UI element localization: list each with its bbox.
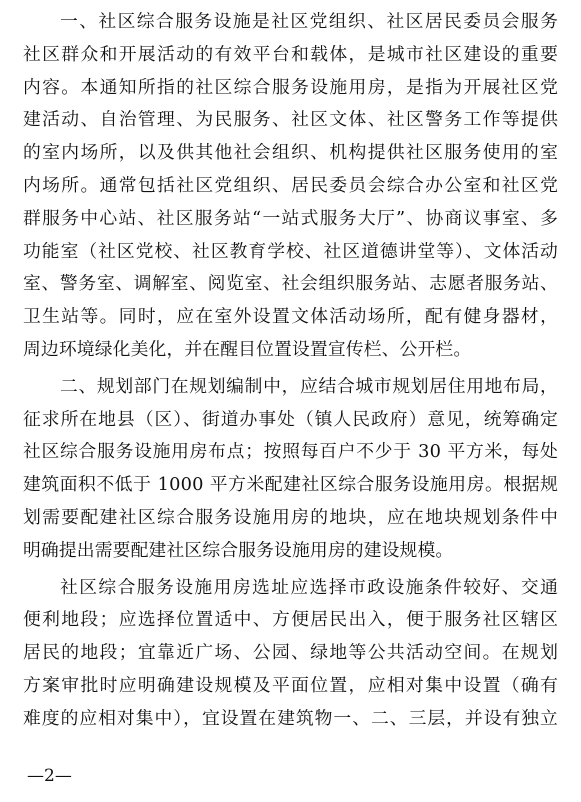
text-line: 社区综合服务设施用房布点；按照每百户不少于 30 平方米，每处 — [23, 441, 558, 463]
text-line: 征求所在地县（区）、街道办事处（镇人民政府）意见，统筹确定 — [23, 408, 558, 430]
text-line: 便利地段；应选择位置适中、方便居民出入，便于服务社区辖区 — [23, 609, 558, 631]
text-line: 群服务中心站、社区服务站“一站式服务大厅”、协商议事室、多 — [23, 207, 558, 229]
text-line: 建筑面积不低于 1000 平方米配建社区综合服务设施用房。根据规 — [23, 474, 558, 496]
text-line: 内容。本通知所指的社区综合服务设施用房，是指为开展社区党 — [23, 76, 558, 98]
paragraph-3 — [23, 572, 558, 736]
text-line: 内场所。通常包括社区党组织、居民委员会综合办公室和社区党 — [23, 174, 558, 196]
text-line: 难度的应相对集中），宜设置在建筑物一、二、三层，并设有独立 — [23, 707, 558, 729]
text-line: 社区群众和开展活动的有效平台和载体，是城市社区建设的重要 — [23, 43, 558, 65]
text-line: 卫生站等。同时，应在室外设置文体活动场所，配有健身器材， — [23, 306, 558, 328]
text-line: 的室内场所，以及供其他社会组织、机构提供社区服务使用的室 — [23, 142, 558, 164]
text-line: 建活动、自治管理、为民服务、社区文体、社区警务工作等提供 — [23, 109, 558, 131]
paragraph-1 — [23, 6, 558, 367]
paragraph-2 — [23, 371, 558, 568]
text-line: 方案审批时应明确建设规模及平面位置，应相对集中设置（确有 — [23, 674, 558, 696]
text-line: 周边环境绿化美化，并在醒目位置设置宣传栏、公开栏。 — [23, 338, 472, 360]
text-line: 功能室（社区党校、社区教育学校、社区道德讲堂等）、文体活动 — [23, 240, 558, 262]
page-number: —2— — [27, 766, 72, 786]
text-line: 室、警务室、调解室、阅览室、社会组织服务站、志愿者服务站、 — [23, 273, 558, 295]
document-body — [23, 6, 558, 736]
text-line: 一、社区综合服务设施是社区党组织、社区居民委员会服务 — [60, 11, 558, 32]
text-line: 二、规划部门在规划编制中，应结合城市规划居住用地布局， — [60, 375, 558, 397]
text-line: 居民的地段；宜靠近广场、公园、绿地等公共活动空间。在规划 — [23, 642, 558, 664]
text-line: 明确提出需要配建社区综合服务设施用房的建设规模。 — [23, 539, 454, 561]
text-line: 社区综合服务设施用房选址应选择市政设施条件较好、交通 — [60, 576, 558, 598]
text-line: 划需要配建社区综合服务设施用房的地块，应在地块规划条件中 — [23, 506, 558, 528]
